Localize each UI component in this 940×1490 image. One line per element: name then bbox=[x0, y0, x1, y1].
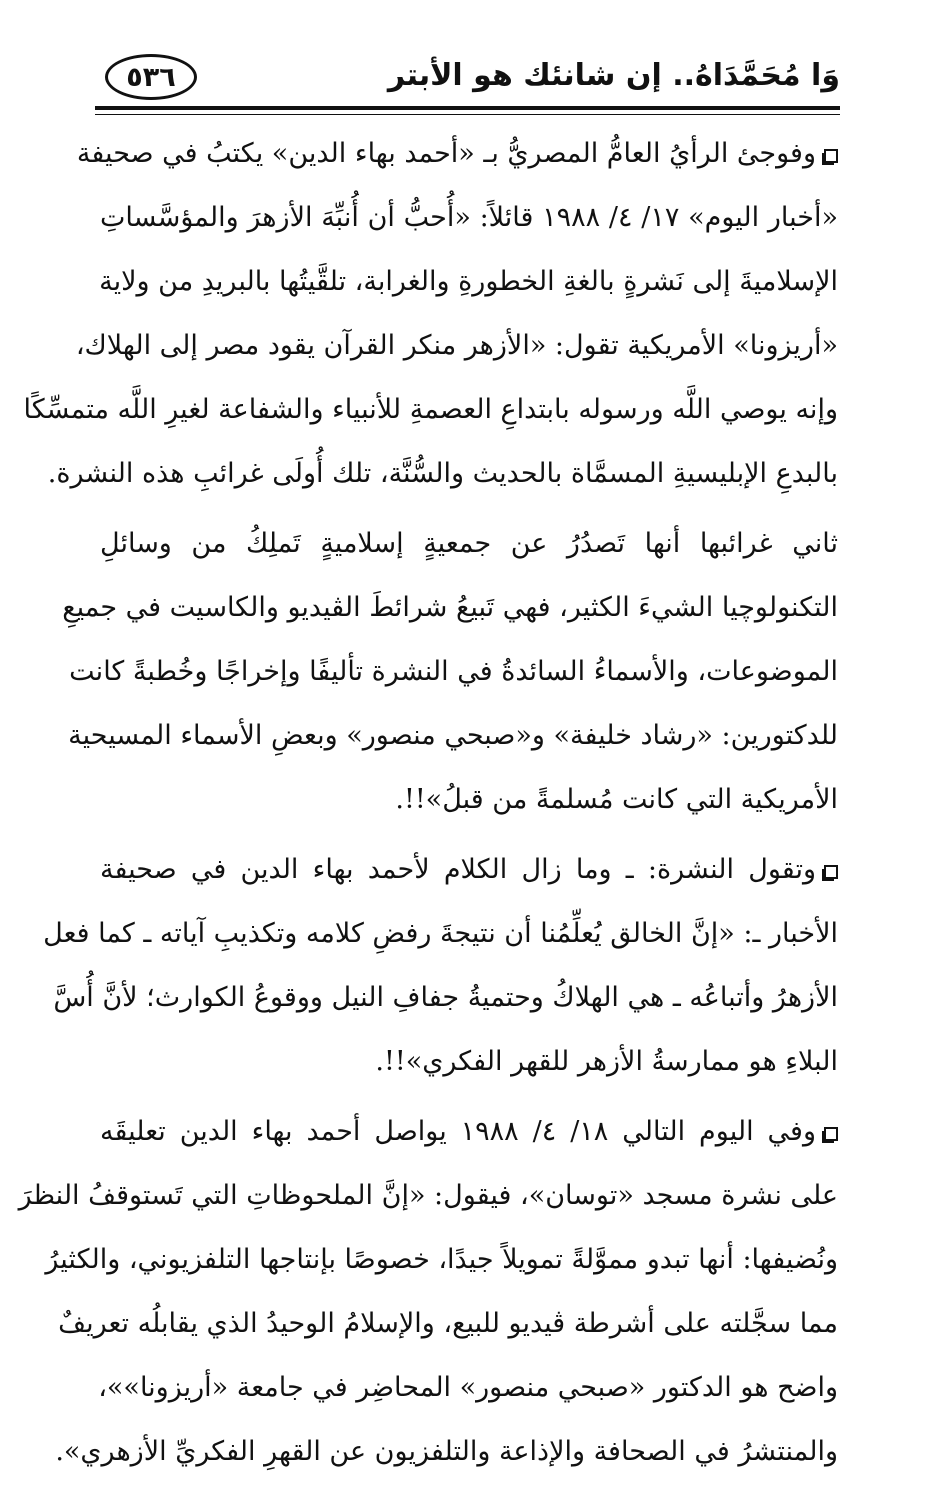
square-bullet-icon bbox=[824, 149, 838, 163]
line-text: «أخبار اليوم» ١٧/ ٤/ ١٩٨٨ قائلاً: «أُحبُّ أن أُنبِّهَ الأزهرَ والمؤسَّساتِ bbox=[100, 202, 838, 233]
line-text: على نشرة مسجد «توسان»، فيقول: «إنَّ الملحوظاتِ التي تَستوقفُ النظرَ bbox=[18, 1180, 838, 1211]
line-text: ثاني غرائبها أنها تَصدُرُ عن جمعيةٍ إسلاميةٍ تَملِكُ من وسائلِ bbox=[100, 528, 838, 559]
paragraph bbox=[18, 1100, 838, 1484]
header-rule-thin bbox=[95, 114, 840, 115]
text-line bbox=[53, 966, 838, 1030]
text-line bbox=[100, 512, 838, 576]
line-text: مما سجَّلته على أشرطة ڤيديو للبيع، والإسلامُ الوحيدُ الذي يقابلُه تعريفٌ bbox=[58, 1308, 838, 1339]
text-line bbox=[100, 1030, 838, 1094]
page-header bbox=[95, 52, 840, 110]
text-line bbox=[100, 1356, 838, 1420]
line-text: الأخبار ـ: «إنَّ الخالق يُعلِّمُنا أن نتيجةَ رفضِ كلامه وتكذيبِ آياته ـ كما فعل bbox=[43, 918, 838, 949]
text-line bbox=[76, 122, 838, 186]
running-title: وَا مُحَمَّدَاهُ.. إن شانئك هو الأبتر bbox=[387, 58, 840, 93]
header-rule bbox=[95, 106, 840, 110]
text-line bbox=[45, 1228, 838, 1292]
line-text: البلاءِ هو ممارسةُ الأزهر للقهر الفكري»!!. bbox=[375, 1046, 838, 1077]
line-text: ونُضيفها: أنها تبدو مموَّلةً تمويلاً جيدًا، خصوصًا بإنتاجها التلفزيوني، والكثيرُ bbox=[45, 1244, 838, 1275]
line-text: وتقول النشرة: ـ وما زال الكلام لأحمد بهاء الدين في صحيفة bbox=[100, 854, 816, 885]
body-text bbox=[18, 122, 838, 1490]
text-line bbox=[100, 838, 838, 902]
text-line bbox=[58, 1292, 838, 1356]
text-line bbox=[18, 1164, 838, 1228]
text-line bbox=[43, 902, 838, 966]
text-line bbox=[23, 378, 838, 442]
line-text: الأزهرُ وأتباعُه ـ هي الهلاكُ وحتميةُ جفافِ النيل ووقوعُ الكوارث؛ لأنَّ أُسَّ bbox=[53, 982, 838, 1013]
text-line bbox=[75, 314, 838, 378]
paragraph bbox=[23, 122, 838, 506]
text-line bbox=[69, 640, 838, 704]
text-line bbox=[100, 250, 838, 314]
line-text: الأمريكية التي كانت مُسلمةً من قبلُ»!!. bbox=[395, 784, 838, 815]
line-text: والمنتشرُ في الصحافة والإذاعة والتلفزيون عن القهرِ الفكريِّ الأزهري». bbox=[55, 1436, 838, 1467]
text-line bbox=[68, 704, 838, 768]
text-line bbox=[55, 1420, 838, 1484]
line-text: للدكتورين: «رشاد خليفة» و«صبحي منصور» وبعضِ الأسماء المسيحية bbox=[68, 720, 838, 751]
line-text: الإسلاميةَ إلى نَشرةٍ بالغةِ الخطورةِ والغرابة، تلقَّيتُها بالبريدِ من ولاية bbox=[99, 266, 838, 297]
text-line bbox=[47, 442, 838, 506]
line-text: وفوجئ الرأيُ العامُّ المصريُّ بـ «أحمد بهاء الدين» يكتبُ في صحيفة bbox=[76, 138, 816, 169]
line-text: التكنولوچيا الشيءَ الكثير، فهي تَبيعُ شرائطَ الڤيديو والكاسيت في جميعِ bbox=[62, 592, 838, 623]
paragraph bbox=[43, 838, 838, 1094]
text-line bbox=[62, 576, 838, 640]
text-line bbox=[100, 186, 838, 250]
square-bullet-icon bbox=[824, 865, 838, 879]
text-line bbox=[100, 768, 838, 832]
text-line bbox=[100, 1100, 838, 1164]
paragraph bbox=[62, 512, 838, 832]
line-text: «أريزونا» الأمريكية تقول: «الأزهر منكر القرآن يقود مصر إلى الهلاك، bbox=[75, 330, 838, 361]
line-text: واضح هو الدكتور «صبحي منصور» المحاضِر في جامعة «أريزونا»»، bbox=[98, 1372, 838, 1403]
square-bullet-icon bbox=[824, 1127, 838, 1141]
line-text: بالبدعِ الإبليسيةِ المسمَّاة بالحديث والسُّنَّة، تلك أُولَى غرائبِ هذه النشرة. bbox=[47, 458, 838, 489]
page-number: ٥٣٦ bbox=[105, 54, 197, 100]
line-text: وإنه يوصي اللَّه ورسوله بابتداعِ العصمةِ للأنبياء والشفاعة لغيرِ اللَّه متمسِّكًا bbox=[23, 394, 838, 425]
line-text: وفي اليوم التالي ١٨/ ٤/ ١٩٨٨ يواصل أحمد بهاء الدين تعليقَه bbox=[100, 1116, 816, 1147]
line-text: الموضوعات، والأسماءُ السائدةُ في النشرة تأليفًا وإخراجًا وخُطبةً كانت bbox=[69, 656, 838, 687]
